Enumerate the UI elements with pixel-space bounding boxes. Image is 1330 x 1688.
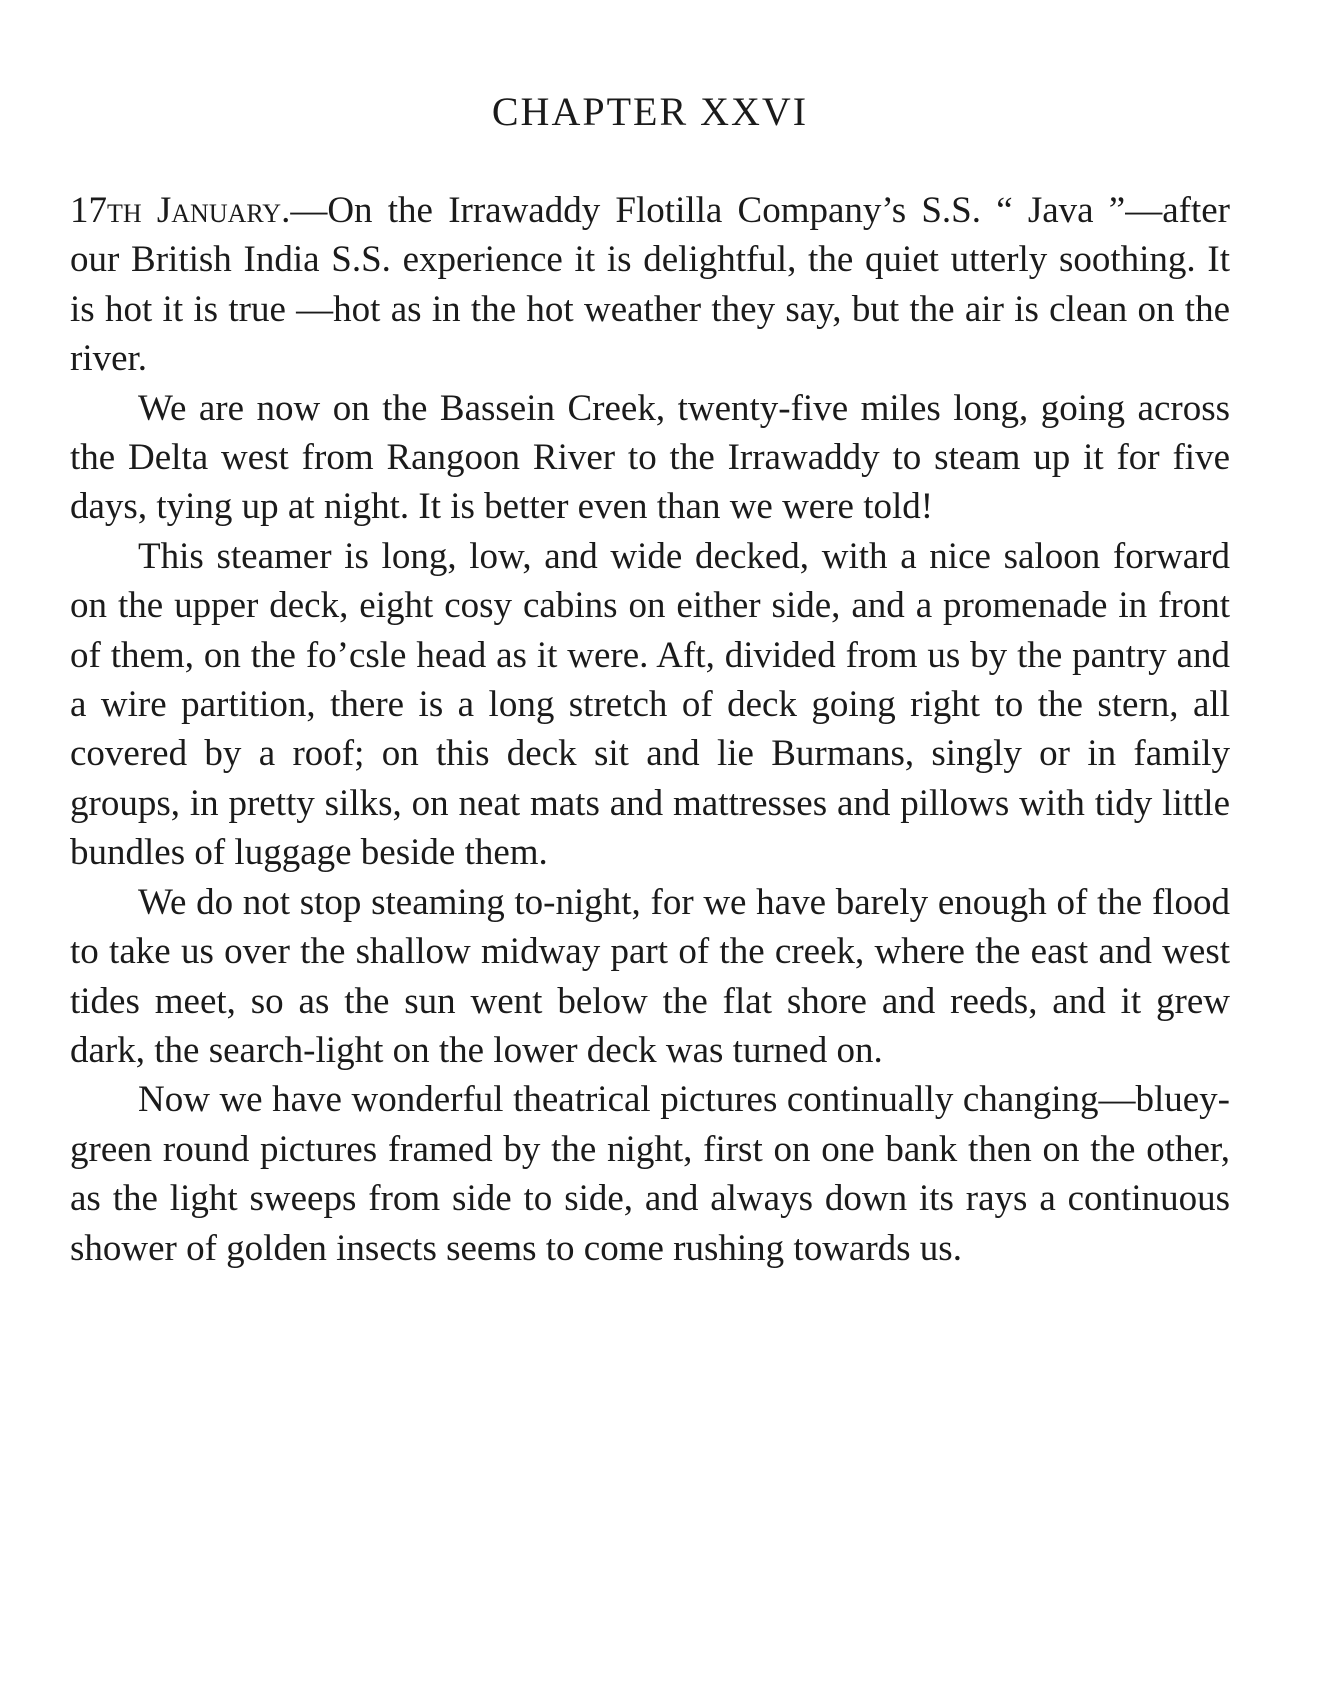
paragraph-1 (70, 186, 1230, 384)
paragraph-1-text: —On the Irrawaddy Flotilla Company’s S.S. “ Java ”—after our British India S.S. experience it is delightful, the quiet utterly soothing. It is hot it is true —hot as in the hot weather they say, but the air is clean on the river. (70, 190, 1230, 380)
paragraph-3: This steamer is long, low, and wide decked, with a nice saloon forward on the upper deck, eight cosy cabins on either side, and a promenade in front of them, on the fo’csle head as it were. Aft, divided from us by the pantry and a wire partition, there is a long stretch of deck going right to the stern, all covered by a roof; on this deck sit and lie Burmans, singly or in family groups, in pretty silks, on neat mats and mattresses and pillows with tidy little bundles of luggage beside them. (70, 535, 1230, 874)
paragraph-5: Now we have wonderful theatrical pictures continually changing—bluey-green round pictures framed by the night, first on one bank then on the other, as the light sweeps from side to side, and always down its rays a continuous shower of golden insects seems to come rushing towards us. (70, 1079, 1230, 1269)
book-page (70, 90, 1230, 1273)
entry-date: 17th January. (70, 190, 291, 231)
paragraph-4: We do not stop steaming to-night, for we have barely enough of the flood to take us over the shallow midway part of the creek, where the east and west tides meet, so as the sun went below the flat shore and reeds, and it grew dark, the search-light on the lower deck was turned on. (70, 881, 1230, 1071)
chapter-heading: CHAPTER XXVI (491, 89, 809, 134)
paragraph-2: We are now on the Bassein Creek, twenty-five miles long, going across the Delta west from Rangoon River to the Irrawaddy to steam up it for five days, tying up at night. It is better even than we were told! (70, 387, 1230, 528)
